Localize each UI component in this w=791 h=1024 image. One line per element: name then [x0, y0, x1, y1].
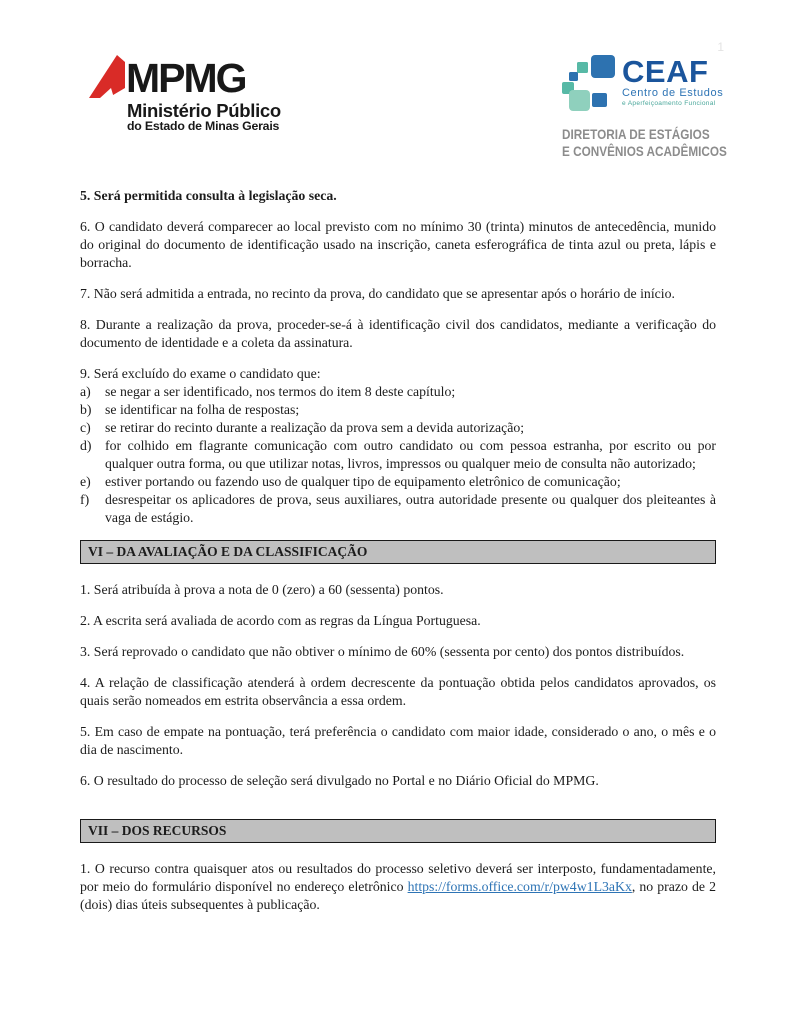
list-item-text: se retirar do recinto durante a realização da prova sem a devida autorização;	[105, 420, 525, 435]
section-vi-item-2: 2. A escrita será avaliada de acordo com as regras da Língua Portuguesa.	[80, 613, 481, 628]
list-item-marker: e)	[80, 474, 91, 489]
paragraph-item-6: 6. O candidato deverá comparecer ao local previsto com no mínimo 30 (trinta) minutos de antecedência, munido do original do documento de identificação usado na inscrição, caneta esferográfica de tinta azul ou preta, lápis e borracha.	[80, 219, 716, 270]
section-vii-item-1-after: , no prazo de 2 (dois) dias úteis subsequentes à publicação.	[80, 879, 716, 912]
paragraph-item-9-intro: 9. Será excluído do exame o candidato que:	[80, 366, 321, 381]
list-item	[80, 401, 716, 419]
ceaf-logo	[562, 55, 723, 111]
list-item	[80, 473, 716, 491]
list-item	[80, 383, 716, 401]
section-vi-item-6: 6. O resultado do processo de seleção será divulgado no Portal e no Diário Oficial do MPMG.	[80, 773, 599, 788]
section-vi-item-4: 4. A relação de classificação atenderá à ordem decrescente da pontuação obtida pelos candidatos aprovados, os quais serão nomeados em estrita observância a essa ordem.	[80, 675, 716, 708]
mpmg-subtitle-2: do Estado de Minas Gerais	[127, 119, 280, 133]
list-item-marker: b)	[80, 402, 92, 417]
ceaf-acronym: CEAF	[622, 54, 709, 89]
mpmg-logo	[88, 52, 281, 133]
list-item-text: se identificar na folha de respostas;	[105, 402, 300, 417]
list-item-marker: c)	[80, 420, 91, 435]
section-vii-item-1-before: 1. O recurso contra quaisquer atos ou resultados do processo seletivo deverá ser interposto, fundamentadamente, por meio do formulário disponível no endereço eletrônico	[80, 861, 716, 894]
page-number: 1	[717, 40, 724, 54]
department-title	[562, 126, 727, 160]
list-item	[80, 437, 716, 473]
list-item	[80, 419, 716, 437]
ceaf-subtitle-1: Centro de Estudos	[622, 87, 724, 99]
paragraph-item-7: 7. Não será admitida a entrada, no recinto da prova, do candidato que se apresentar após o horário de início.	[80, 286, 675, 301]
list-item-text: estiver portando ou fazendo uso de qualquer tipo de equipamento eletrônico de comunicação;	[105, 474, 621, 489]
section-vi-item-1: 1. Será atribuída à prova a nota de 0 (zero) a 60 (sessenta) pontos.	[80, 582, 444, 597]
section-vi-item-5: 5. Em caso de empate na pontuação, terá preferência o candidato com maior idade, considerado o ano, o mês e o dia de nascimento.	[80, 724, 716, 757]
mpmg-subtitle-1: Ministério Público	[127, 100, 281, 121]
list-item	[80, 491, 716, 527]
item-9-list	[80, 383, 716, 527]
section-header-vii: VII – DOS RECURSOS	[80, 819, 716, 843]
list-item-text: desrespeitar os aplicadores de prova, seus auxiliares, outra autoridade presente ou qualquer dos pleiteantes à vaga de estágio.	[105, 492, 716, 525]
ceaf-subtitle-2: e Aperfeiçoamento Funcional	[622, 100, 716, 107]
document-body	[0, 187, 791, 914]
mpmg-flag-icon	[88, 52, 125, 100]
paragraph-item-8: 8. Durante a realização da prova, proceder-se-á à identificação civil dos candidatos, mediante a verificação do documento de identidade e a coleta da assinatura.	[80, 317, 716, 350]
mpmg-acronym: MPMG	[126, 55, 246, 101]
document-header	[0, 0, 791, 187]
list-item-marker: a)	[80, 384, 91, 399]
list-item-text: se negar a ser identificado, nos termos do item 8 deste capítulo;	[105, 384, 456, 399]
section-header-vi: VI – DA AVALIAÇÃO E DA CLASSIFICAÇÃO	[80, 540, 716, 564]
department-line-1: DIRETORIA DE ESTÁGIOS	[562, 126, 710, 142]
section-vi-item-3: 3. Será reprovado o candidato que não obtiver o mínimo de 60% (sessenta por cento) dos pontos distribuídos.	[80, 644, 685, 659]
ceaf-logo-icon	[562, 55, 616, 111]
list-item-text: for colhido em flagrante comunicação com outro candidato ou com pessoa estranha, por escrito ou por qualquer outra forma, ou que utilizar notas, livros, impressos ou qualquer meio de consulta não autorizado;	[105, 438, 716, 471]
paragraph-item-5: 5. Será permitida consulta à legislação seca.	[80, 188, 337, 203]
section-vii-item-1	[80, 860, 716, 914]
recourse-form-link[interactable]: https://forms.office.com/r/pw4w1L3aKx	[407, 879, 632, 894]
department-line-2: E CONVÊNIOS ACADÊMICOS	[562, 143, 727, 159]
list-item-marker: f)	[80, 492, 90, 507]
list-item-marker: d)	[80, 438, 92, 453]
